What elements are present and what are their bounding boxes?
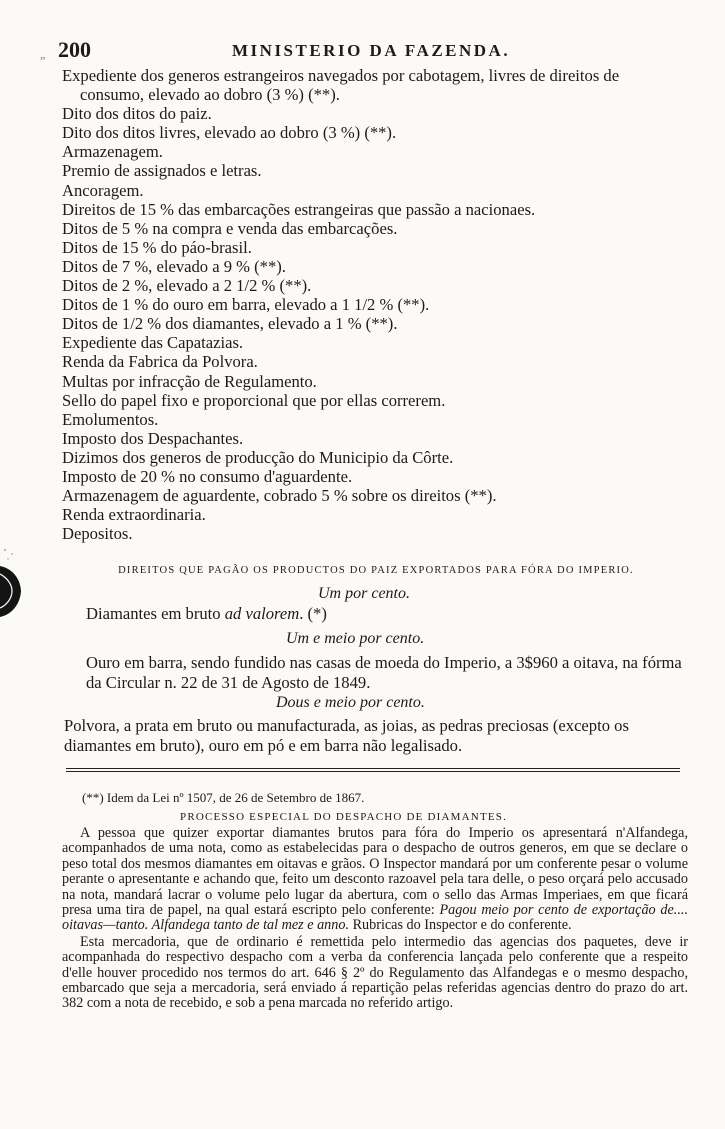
income-item: Ditos de 1 % do ouro em barra, elevado a 1 1/2 % (**). <box>62 295 430 315</box>
income-item: Ditos de 5 % na compra e venda das embarcações. <box>62 218 398 238</box>
income-item: Direitos de 15 % das embarcações estrangeiras que passão a nacionaes. <box>62 199 536 219</box>
income-item: Ditos de 2 %, elevado a 2 1/2 % (**). <box>62 276 312 296</box>
process-paragraph-2: Esta mercadoria, que de ordinario é remettida pelo intermedio das agencias dos paquetes, deve ir acompanhada do respectivo despacho com a verba da conferencia lançada pelo conferente que a respeito d'elle houver procedido nos termos do art. 646 § 2º do Regulamento das Alfandegas e o mesmo despacho, embarcado que seja a mercadoria, será enviado á repartição pelas referidas agencias dentro do prazo do art. 382 com a nota de recebido, e sob a pena marcada no referido artigo. <box>62 933 688 1012</box>
diamonds-text: Diamantes em bruto <box>86 604 225 623</box>
page-title: MINISTERIO DA FAZENDA. <box>232 41 511 60</box>
ink-blot <box>0 562 22 620</box>
income-item: Premio de assignados e letras. <box>62 161 262 181</box>
income-item: Renda da Fabrica da Polvora. <box>62 352 258 372</box>
income-item: Sello do papel fixo e proporcional que por ellas correrem. <box>62 390 446 410</box>
process-stamp-text: Pagou meio por cento de exportação de.... oitavas—tanto. Alfandega tanto de tal mez e anno. <box>62 902 688 934</box>
income-items-list <box>62 66 687 543</box>
ink-speckle <box>0 544 20 564</box>
process-heading: PROCESSO ESPECIAL DO DESPACHO DE DIAMANTES. <box>180 811 508 823</box>
income-item: Dizimos dos generos de producção do Municipio da Côrte. <box>62 447 454 467</box>
income-item: Armazenagem. <box>62 142 163 162</box>
income-item: Expediente dos generos estrangeiros navegados por cabotagem, livres de direitos de consumo, elevado ao dobro (3 %) (**). <box>62 66 620 105</box>
rate-heading-one-percent: Um por cento. <box>318 585 410 602</box>
income-item: Ditos de 7 %, elevado a 9 % (**). <box>62 256 286 276</box>
income-item: Ditos de 15 % do páo-brasil. <box>62 237 252 257</box>
export-section-heading: DIREITOS QUE PAGÃO OS PRODUCTOS DO PAIZ EXPORTADOS PARA FÓRA DO IMPERIO. <box>118 565 634 576</box>
process-text <box>62 826 688 1013</box>
diamonds-entry <box>86 604 327 624</box>
income-item: Ditos de 1/2 % dos diamantes, elevado a 1 % (**). <box>62 314 398 334</box>
income-item: Ancoragem. <box>62 180 144 200</box>
income-item: Depositos. <box>62 524 133 544</box>
income-item: Multas por infracção de Regulamento. <box>62 371 317 391</box>
rate-heading-one-and-half-percent: Um e meio por cento. <box>286 630 425 647</box>
margin-mark: „ <box>40 47 46 61</box>
process-paragraph-1 <box>62 826 688 934</box>
powder-entry: Polvora, a prata em bruto ou manufacturada, as joias, as pedras preciosas (excepto os diamantes em bruto), ouro em pó e em barra não legalisado. <box>64 716 629 755</box>
income-item: Imposto dos Despachantes. <box>62 428 244 448</box>
income-item: Expediente das Capatazias. <box>62 333 244 353</box>
ad-valorem-text: ad valorem <box>224 604 300 623</box>
income-item: Imposto de 20 % no consumo d'aguardente. <box>62 466 353 486</box>
income-item: Dito dos ditos livres, elevado ao dobro (3 %) (**). <box>62 123 397 143</box>
income-item: Dito dos ditos do paiz. <box>62 104 212 124</box>
footnote: (**) Idem da Lei nº 1507, de 26 de Setembro de 1867. <box>82 790 365 805</box>
rate-heading-two-and-half-percent: Dous e meio por cento. <box>276 694 425 711</box>
divider-rule <box>66 768 680 769</box>
divider-rule-thin <box>66 771 680 772</box>
income-item: Armazenagem de aguardente, cobrado 5 % sobre os direitos (**). <box>62 486 497 506</box>
gold-entry: Ouro em barra, sendo fundido nas casas de moeda do Imperio, a 3$960 a oitava, na fórma da Circular n. 22 de 31 de Agosto de 1849. <box>86 653 682 692</box>
process-paragraph-1-end: Rubricas do Inspector e do conferente. <box>349 917 572 934</box>
income-item: Renda extraordinaria. <box>62 505 206 525</box>
process-paragraph-1-text: A pessoa que quizer exportar diamantes brutos para fóra do Imperio os apresentará n'Alfandega, acompanhados de uma nota, como as estabelecidas para o despacho de outros generos, em que se declare o peso total dos mesmos diamantes em oitavas e grãos. O Inspector mandará por um conferente pesar o volume perante o apresentante e achando que, feito um desconto razoavel pela tara delle, o peso orçará pelo accusado na nota, mandará lacrar o volume pelo lugar da abertura, com o sello das Armas Imperiaes, em que ficará presa uma tira de papel, na qual estará escripto pelo conferente: <box>62 825 688 919</box>
page-number: 200 <box>58 37 91 62</box>
diamonds-suffix: . (*) <box>299 604 327 623</box>
income-item: Emolumentos. <box>62 409 159 429</box>
